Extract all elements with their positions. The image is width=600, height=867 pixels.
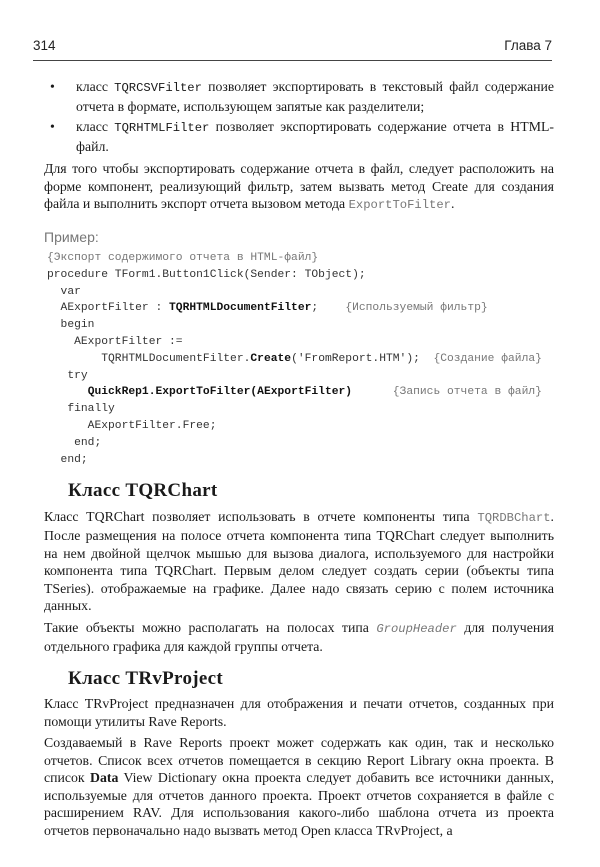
code-line: procedure TForm1.Button1Click(Sender: TObject);	[47, 268, 366, 281]
band-type: GroupHeader	[376, 621, 457, 636]
class-name: TQRDBChart	[477, 510, 551, 525]
text-run: Создаваемый в Rave Reports проект может содержать как один, так и несколько отчетов. Список всех отчетов помещается в секцию Report Library окна проекта. В список	[44, 735, 554, 786]
text-run: Класс TQRChart позволяет использовать в отчете компоненты типа	[44, 508, 478, 524]
class-name: TQRHTMLFilter	[114, 121, 210, 135]
code-line: ;	[311, 302, 319, 315]
intro-paragraph	[44, 160, 554, 215]
text-run: Для того чтобы экспортировать содержание отчета в файл, следует расположить на форме компонент, реализующий фильтр, затем вызвать метод Create для создания файла и выполнить экспорт отчета вызовом метода	[44, 161, 554, 211]
code-line: finally	[47, 403, 115, 416]
code-keyword: Create	[250, 352, 292, 365]
section-heading-trvproject: Класс TRvProject	[68, 667, 223, 689]
code-call: QuickRep1.ExportToFilter(AExportFilter)	[87, 386, 353, 399]
code-line: begin	[47, 319, 95, 332]
filter-list	[44, 78, 554, 155]
list-item: • класс TQRHTMLFilter позволяет экспортировать содержание отчета в HTML-файл.	[44, 118, 554, 155]
tqrchart-paragraph-2	[44, 619, 554, 656]
code-line: end;	[47, 436, 102, 449]
page-number: 314	[33, 38, 56, 53]
list-item-text: позволяет экспортировать в текстовый файл содержание отчета в формате, использующем запятые как разделители;	[76, 79, 554, 114]
text-run: . После размещения на полосе отчета компонента типа TQRChart следует выполнить на нем двойной щелчок мышью для вызова диалога, используемого для настройки компонента типа TQRChart. Первым делом следует создать серии (объекты типа TSeries). отображаемые на графике. Далее надо связать серию с полем источника данных.	[44, 508, 554, 614]
code-comment: {Используемый фильтр}	[345, 302, 488, 315]
list-item-text: позволяет экспортировать содержание отчета в HTML-файл.	[76, 119, 554, 154]
code-line: AExportFilter.Free;	[47, 419, 217, 432]
code-line: try	[47, 369, 88, 382]
page-header	[33, 38, 552, 53]
code-comment: {Создание файла}	[433, 352, 542, 365]
text-run: для получения отдельного графика для каждой группы отчета.	[44, 619, 554, 655]
trvproject-paragraph: Класс TRvProject предназначен для отображения и печати отчетов, созданных при помощи утилиты Rave Reports.	[44, 696, 554, 729]
text-run: Такие объекты можно располагать на полосах типа	[44, 619, 377, 635]
code-line: end;	[47, 453, 88, 466]
method-name: ExportToFilter	[348, 198, 451, 212]
trvproject-paragraph-2	[44, 734, 554, 839]
code-line: AExportFilter :=	[47, 335, 183, 348]
code-line	[47, 386, 88, 398]
code-line: var	[47, 285, 81, 298]
code-comment: {Запись отчета в файл}	[392, 386, 542, 399]
list-item: • класс TQRCSVFilter позволяет экспортировать в текстовый файл содержание отчета в формате, использующем запятые как разделители;	[44, 78, 554, 115]
class-name: TQRCSVFilter	[114, 81, 202, 95]
page-content	[44, 78, 554, 843]
text-run: .	[451, 196, 455, 211]
text-run: View Dictionary окна проекта следует добавить все источники данных, используемые для отчетов данного проекта. Проект отчетов сохраняется в файле с расширением RAV. Для использования какого-либо шаблона отчета из проекта отчетов первоначально надо вызвать метод Open класса TRvProject, а	[44, 770, 554, 838]
section-heading-tqrchart: Класс TQRChart	[68, 480, 218, 502]
code-type: TQRHTMLDocumentFilter	[169, 302, 312, 315]
code-line: TQRHTMLDocumentFilter.	[47, 352, 251, 365]
code-listing	[47, 250, 554, 468]
code-line: ('FromReport.HTM');	[291, 352, 420, 365]
code-comment: {Экспорт содержимого отчета в HTML-файл}	[47, 252, 319, 264]
code-line: AExportFilter :	[47, 302, 170, 315]
header-rule	[33, 60, 552, 61]
tqrchart-paragraph	[44, 508, 554, 615]
chapter-title: Глава 7	[504, 38, 552, 53]
bold-term: Data	[89, 770, 119, 786]
example-label: Пример:	[44, 228, 99, 245]
